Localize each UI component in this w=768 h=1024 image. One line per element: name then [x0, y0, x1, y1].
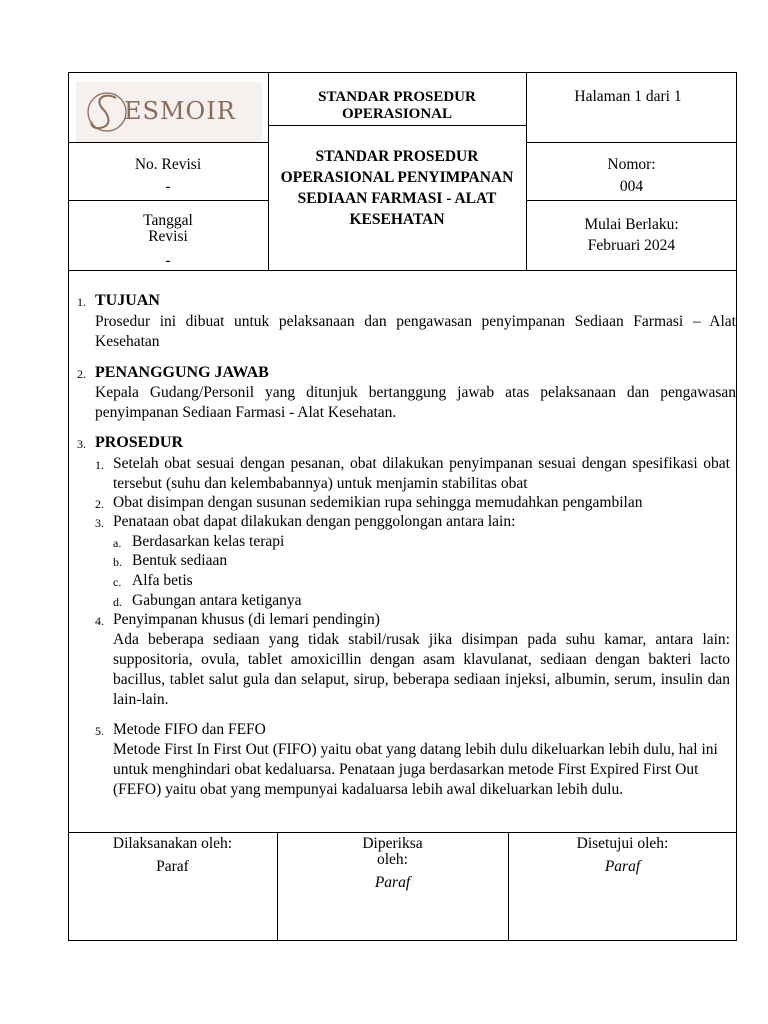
number-value: 004	[619, 178, 644, 195]
section-2-title: PENANGGUNG JAWAB	[95, 364, 269, 381]
step-5-number: 5.	[95, 724, 104, 738]
checked-by-label	[277, 836, 508, 868]
step-1-text: Setelah obat sesuai dengan pesanan, obat dilakukan penyimpanan sesuai dengan spesifikasi obat tersebut (suhu dan kelembabannya) untuk menjamin stabilitas obat	[113, 455, 730, 492]
document-type: STANDAR PROSEDUR OPERASIONAL	[318, 89, 476, 122]
revision-value: -	[165, 178, 171, 195]
section-3-title: PROSEDUR	[95, 434, 184, 451]
section-2-number: 2.	[77, 367, 86, 381]
sub-item-d-number: d.	[113, 595, 122, 609]
logo-text: ESMOIR	[124, 97, 236, 125]
sub-item-a-number: a.	[113, 536, 122, 550]
step-2-number: 2.	[95, 497, 104, 511]
revision-date-value: -	[165, 252, 171, 269]
revision-date-label-line2: Revisi	[148, 228, 188, 245]
revision-date-label-line1: Tanggal	[143, 212, 193, 229]
effective-label: Mulai Berlaku:	[584, 216, 679, 233]
step-3-number: 3.	[95, 516, 104, 530]
executed-by-label: Dilaksanakan oleh:	[112, 835, 233, 852]
step-2-text: Obat disimpan dengan susunan sedemikian rupa sehingga memudahkan pengambilan	[113, 494, 643, 511]
section-1-number: 1.	[77, 295, 86, 309]
section-1-title: TUJUAN	[95, 292, 160, 309]
revision-label: No. Revisi	[134, 156, 202, 173]
step-4-text: Penyimpanan khusus (di lemari pendingin)	[113, 611, 380, 628]
page-info: Halaman 1 dari 1	[574, 88, 682, 105]
step-4-detail: Ada beberapa sediaan yang tidak stabil/rusak jika disimpan pada suhu kamar, antara lain: suppositoria, ovula, tablet amoxicillin dengan asam klavulanat, sediaan dengan bakteri lacto bacillus, tablet salut gula dan selaput, sirup, beberapa sediaan injeksi, albumin, serum, insulin dan lain-lain.	[113, 631, 730, 708]
sub-item-d-text: Gabungan antara ketiganya	[132, 592, 302, 609]
executed-by-sign: Paraf	[156, 858, 189, 875]
company-logo	[76, 82, 262, 142]
checked-by-label-line2: oleh:	[377, 851, 408, 868]
step-5-text: Metode FIFO dan FEFO	[113, 721, 266, 738]
revision-date-label	[68, 213, 268, 245]
section-2-text: Kepala Gudang/Personil yang ditunjuk bertanggung jawab atas pelaksanaan dan pengawasan penyimpanan Sediaan Farmasi - Alat Kesehatan.	[95, 384, 736, 421]
sub-item-c-text: Alfa betis	[132, 572, 193, 589]
section-3-number: 3.	[77, 437, 86, 451]
checked-by-sign: Paraf	[374, 874, 411, 891]
sub-item-b-text: Bentuk sediaan	[132, 552, 228, 569]
approved-by-sign: Paraf	[604, 858, 641, 875]
sub-item-a-text: Berdasarkan kelas terapi	[132, 533, 285, 550]
document-title: STANDAR PROSEDUR OPERASIONAL PENYIMPANAN SEDIAAN FARMASI - ALAT KESEHATAN	[280, 148, 514, 228]
step-4-number: 4.	[95, 614, 104, 628]
step-5-detail: Metode First In First Out (FIFO) yaitu obat yang datang lebih dulu dikeluarkan lebih dulu, hal ini untuk menghindari obat kedaluarsa. Penataan juga berdasarkan metode First Expired First Out (FEFO) yaitu obat yang mempunyai kadaluarsa lebih awal dikeluarkan lebih dulu.	[113, 741, 718, 798]
checked-by-label-line1: Diperiksa	[362, 835, 423, 852]
approved-by-label: Disetujui oleh:	[576, 835, 669, 852]
sub-item-b-number: b.	[113, 555, 122, 569]
number-label: Nomor:	[607, 156, 656, 173]
step-3-text: Penataan obat dapat dilakukan dengan penggolongan antara lain:	[113, 513, 516, 530]
section-1-text: Prosedur ini dibuat untuk pelaksanaan dan pengawasan penyimpanan Sediaan Farmasi – Alat Kesehatan	[95, 313, 736, 350]
sub-item-c-number: c.	[113, 575, 122, 589]
effective-value: Februari 2024	[587, 237, 676, 254]
step-1-number: 1.	[95, 458, 104, 472]
